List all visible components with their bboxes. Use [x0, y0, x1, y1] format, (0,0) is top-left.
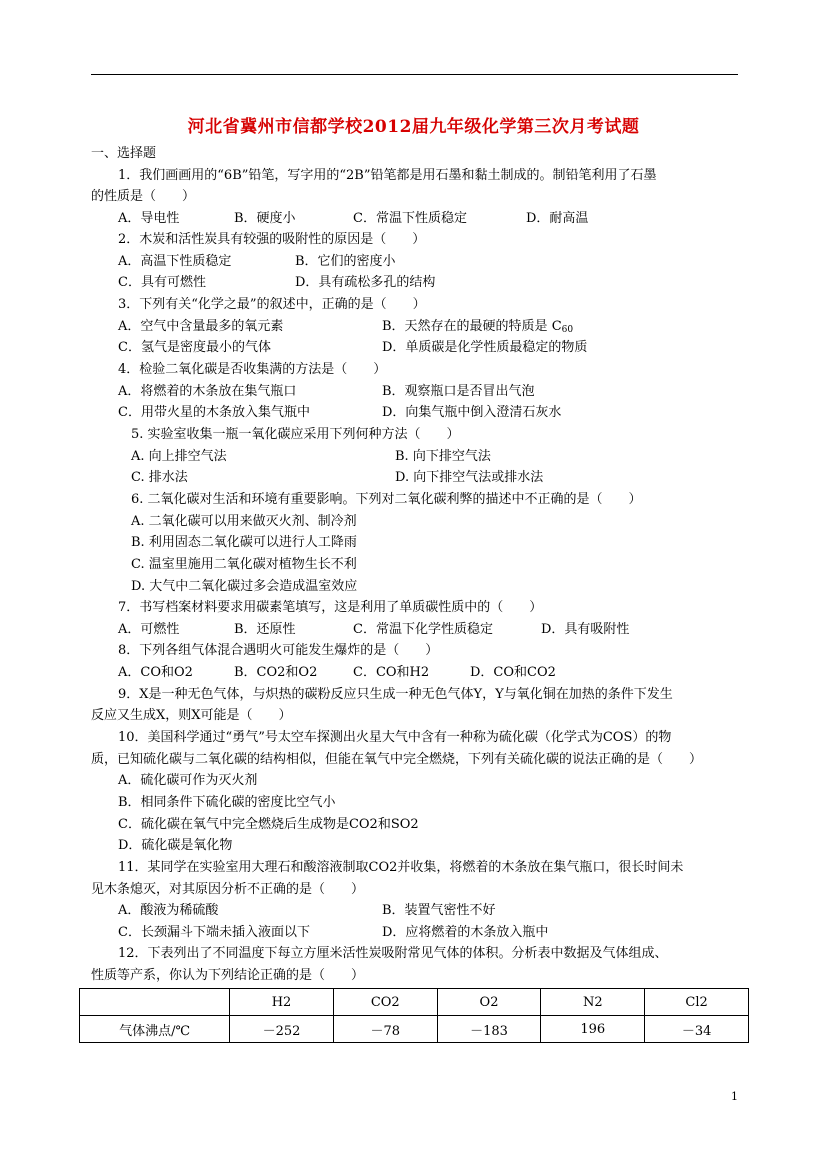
q4-option-b: B．观察瓶口是否冒出气泡 — [382, 384, 535, 399]
q8-option-b: B．CO2和O2 — [234, 665, 318, 680]
q5-option-a: A. 向上排空气法 — [131, 449, 227, 464]
q5-option-b: B. 向下排空气法 — [395, 449, 491, 464]
q8-line1: 8．下列各组气体混合遇明火可能发生爆炸的是（ ） — [118, 643, 439, 658]
q4-option-c: C．用带火星的木条放入集气瓶中 — [118, 405, 310, 420]
q12-line2: 性质等产系，你认为下列结论正确的是（ ） — [91, 968, 365, 983]
q7-option-b: B．还原性 — [234, 622, 296, 637]
q3-option-d: D．单质碳是化学性质最稳定的物质 — [382, 340, 588, 355]
q1-option-b: B．硬度小 — [234, 211, 296, 226]
q1-option-c: C．常温下性质稳定 — [353, 211, 467, 226]
q2-option-b: B．它们的密度小 — [295, 254, 396, 269]
q5-option-d: D. 向下排空气法或排水法 — [395, 470, 544, 485]
q2-line1: 2．木炭和活性炭具有较强的吸附性的原因是（ ） — [118, 232, 426, 247]
q1-option-a: A．导电性 — [118, 211, 180, 226]
q7-option-d: D．具有吸附性 — [541, 622, 630, 637]
page-number: 1 — [731, 1090, 738, 1103]
q7-option-a: A．可燃性 — [118, 622, 180, 637]
table-row — [80, 1016, 749, 1043]
q8-option-c: C．CO和H2 — [353, 665, 430, 680]
q10-option-b: B．相同条件下硫化碳的密度比空气小 — [118, 795, 336, 810]
q10-option-a: A．硫化碳可作为灭火剂 — [118, 773, 258, 788]
table-cell: －183 — [437, 1016, 541, 1043]
q3-option-c: C．氢气是密度最小的气体 — [118, 340, 271, 355]
q11-option-d: D．应将燃着的木条放入瓶中 — [382, 925, 549, 940]
q5-line1: 5. 实验室收集一瓶一氧化碳应采用下列何种方法（ ） — [131, 427, 460, 442]
q6-line1: 6. 二氧化碳对生活和环境有重要影响。下列对二氧化碳利弊的描述中不正确的是（ ） — [131, 492, 642, 507]
table-cell: －252 — [230, 1016, 334, 1043]
table-cell: －34 — [645, 1016, 749, 1043]
q8-option-d: D．CO和CO2 — [470, 665, 556, 680]
q11-option-a: A．酸液为稀硫酸 — [118, 903, 219, 918]
q10-line2: 质，已知硫化碳与二氧化碳的结构相似，但能在氧气中完全燃烧，下列有关硫化碳的说法正确的是（ ） — [91, 752, 703, 767]
table-header-cell: H2 — [230, 989, 334, 1016]
q8-option-a: A．CO和O2 — [118, 665, 193, 680]
page-title: 河北省冀州市信都学校2012届九年级化学第三次月考试题 — [187, 117, 640, 137]
q4-line1: 4．检验二氧化碳是否收集满的方法是（ ） — [118, 362, 387, 377]
q6-option-d: D. 大气中二氧化碳过多会造成温室效应 — [131, 579, 358, 594]
table-header-cell: CO2 — [333, 989, 437, 1016]
q4-option-a: A．将燃着的木条放在集气瓶口 — [118, 384, 297, 399]
q9-line1: 9．X是一种无色气体，与炽热的碳粉反应只生成一种无色气体Y，Y与氧化铜在加热的条件下发生 — [118, 687, 673, 702]
boiling-point-table — [79, 988, 749, 1043]
q1-line1: 1．我们画画用的“6B”铅笔，写字用的“2B”铅笔都是用石墨和黏土制成的。制铅笔利用了石墨 — [118, 168, 657, 183]
q10-option-c: C．硫化碳在氧气中完全燃烧后生成物是CO2和SO2 — [118, 817, 419, 832]
q1-line2: 的性质是（ ） — [91, 189, 196, 204]
table-header-cell: N2 — [541, 989, 645, 1016]
q12-line1: 12．下表列出了不同温度下每立方厘米活性炭吸附常见气体的体积。分析表中数据及气体组成、 — [118, 946, 668, 961]
table-header-cell — [80, 989, 230, 1016]
table-header-cell: O2 — [437, 989, 541, 1016]
q7-line1: 7．书写档案材料要求用碳素笔填写，这是利用了单质碳性质中的（ ） — [118, 600, 543, 615]
q9-line2: 反应又生成X，则X可能是（ ） — [91, 708, 292, 723]
q11-line2: 见木条熄灭，对其原因分析不正确的是（ ） — [91, 882, 365, 897]
q2-option-a: A．高温下性质稳定 — [118, 254, 232, 269]
q3-line1: 3．下列有关“化学之最”的叙述中，正确的是（ ） — [118, 297, 426, 312]
q2-option-c: C．具有可燃性 — [118, 275, 206, 290]
header-rule — [91, 74, 738, 75]
table-header-cell: Cl2 — [645, 989, 749, 1016]
section-heading: 一、选择题 — [91, 146, 157, 161]
table-row-label: 气体沸点/℃ — [80, 1016, 230, 1043]
q5-option-c: C. 排水法 — [131, 470, 188, 485]
table-cell: －78 — [333, 1016, 437, 1043]
c60-formula: $C_{60}$ — [551, 319, 574, 335]
q3-option-a: A．空气中含量最多的氧元素 — [118, 319, 284, 334]
q4-option-d: D．向集气瓶中倒入澄清石灰水 — [382, 405, 562, 420]
q3-option-b: B．天然存在的最硬的特质是 $C_{60}$ — [382, 319, 574, 335]
q6-option-c: C. 温室里施用二氧化碳对植物生长不利 — [131, 557, 357, 572]
table-header-row — [80, 989, 749, 1016]
q1-option-d: D．耐高温 — [526, 211, 589, 226]
q11-option-c: C．长颈漏斗下端未插入液面以下 — [118, 925, 310, 940]
q10-line1: 10．美国科学通过“勇气”号太空车探测出火星大气中含有一种称为硫化碳（化学式为COS）的物 — [118, 730, 672, 745]
q10-option-d: D．硫化碳是氧化物 — [118, 838, 233, 853]
q6-option-a: A. 二氧化碳可以用来做灭火剂、制冷剂 — [131, 514, 357, 529]
q11-option-b: B．装置气密性不好 — [382, 903, 496, 918]
table-cell: 196 — [541, 1016, 645, 1043]
q2-option-d: D．具有疏松多孔的结构 — [295, 275, 436, 290]
q7-option-c: C．常温下化学性质稳定 — [353, 622, 493, 637]
q11-line1: 11．某同学在实验室用大理石和酸溶液制取CO2并收集，将燃着的木条放在集气瓶口，很长时间未 — [118, 860, 684, 875]
q6-option-b: B. 利用固态二氧化碳可以进行人工降雨 — [131, 535, 357, 550]
